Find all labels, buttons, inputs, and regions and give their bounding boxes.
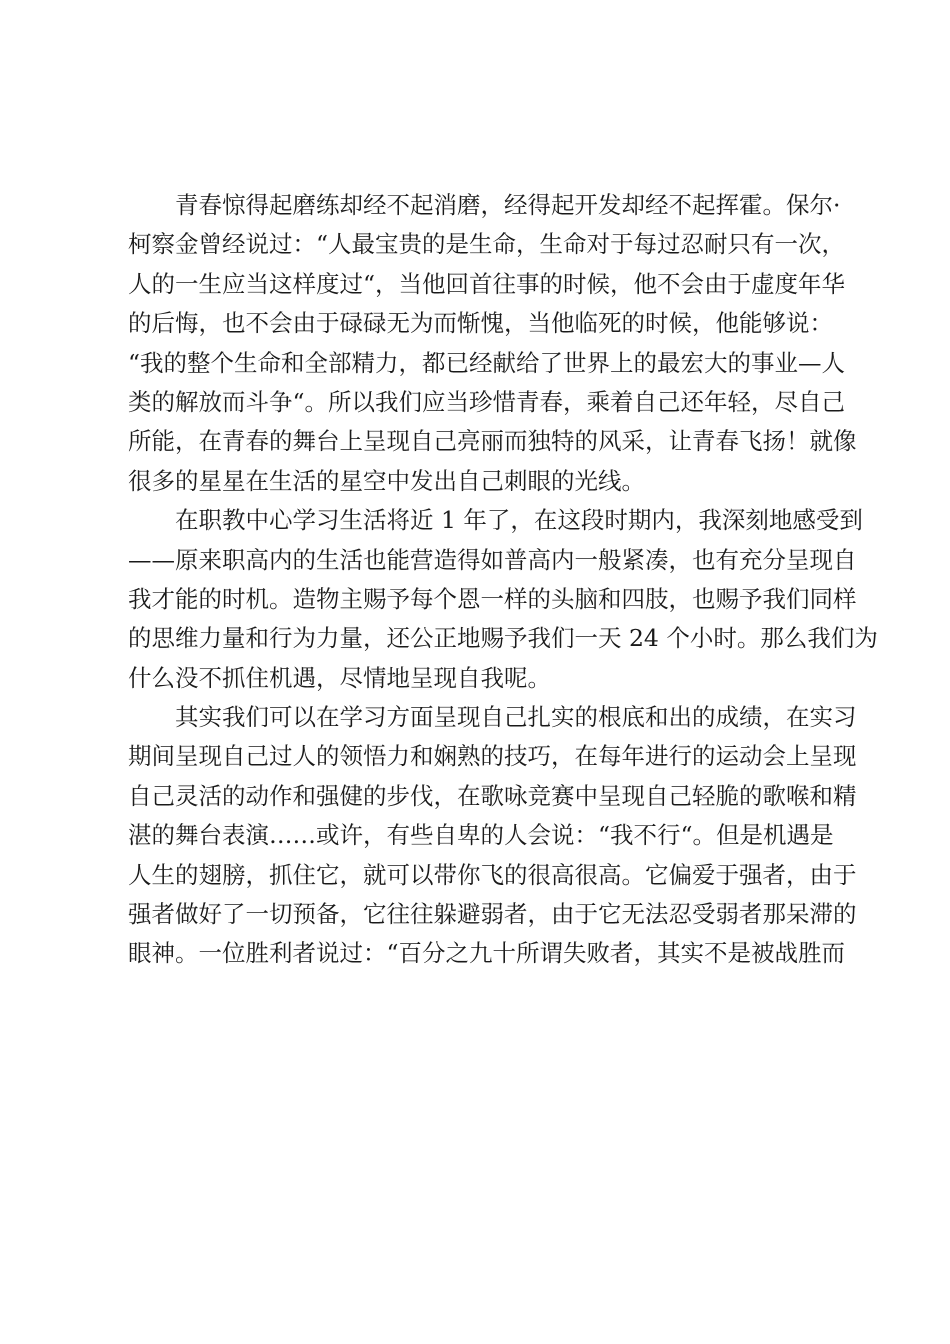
paragraph-1-line-4: 的后悔，也不会由于碌碌无为而惭愧，当他临死的时候，他能够说： [128, 309, 833, 338]
body-text [128, 186, 878, 974]
paragraph-2-line-1: 在职教中心学习生活将近 1 年了，在这段时期内，我深刻地感受到 [175, 506, 863, 535]
paragraph-1-line-8: 很多的星星在生活的星空中发出自己刺眼的光线。 [128, 466, 645, 495]
paragraph-1-line-2: 柯察金曾经说过：“人最宝贵的是生命，生命对于每过忍耐只有一次， [128, 230, 846, 259]
paragraph-3-line-3: 自己灵活的动作和强健的步伐，在歌咏竞赛中呈现自己轻脆的歌喉和精 [128, 781, 857, 810]
paragraph-1-line-6: 类的解放而斗争“。所以我们应当珍惜青春，乘着自己还年轻，尽自己 [128, 387, 846, 416]
paragraph-2-line-4: 的思维力量和行为力量，还公正地赐予我们一天 24 个小时。那么我们为 [128, 624, 878, 653]
paragraph-3-line-1: 其实我们可以在学习方面呈现自己扎实的根底和出的成绩，在实习 [175, 703, 857, 732]
paragraph-3-line-7: 眼神。一位胜利者说过：“百分之九十所谓失败者，其实不是被战胜而 [128, 939, 846, 968]
paragraph-1-line-5: “我的整个生命和全部精力，都已经献给了世界上的最宏大的事业—人 [128, 348, 846, 377]
paragraph-2-line-2: ——原来职高内的生活也能营造得如普高内一般紧凑，也有充分呈现自 [128, 545, 857, 574]
paragraph-3-line-5: 人生的翅膀，抓住它，就可以带你飞的很高很高。它偏爱于强者，由于 [128, 860, 857, 889]
paragraph-1-line-1: 青春惊得起磨练却经不起消磨，经得起开发却经不起挥霍。保尔· [175, 191, 841, 219]
paragraph-3-line-2: 期间呈现自己过人的领悟力和娴熟的技巧，在每年进行的运动会上呈现 [128, 742, 857, 771]
paragraph-3-line-4: 湛的舞台表演……或许，有些自卑的人会说：“我不行“。但是机遇是 [128, 821, 834, 850]
paragraph-3-line-6: 强者做好了一切预备，它往往躲避弱者，由于它无法忍受弱者那呆滞的 [128, 900, 857, 929]
paragraph-1-line-3: 人的一生应当这样度过“，当他回首往事的时候，他不会由于虚度年华 [128, 269, 846, 298]
paragraph-2-line-5: 什么没不抓住机遇，尽情地呈现自我呢。 [128, 663, 551, 692]
paragraph-1-line-7: 所能，在青春的舞台上呈现自己亮丽而独特的风采，让青春飞扬！就像 [128, 427, 857, 456]
paragraph-2-line-3: 我才能的时机。造物主赐予每个恩一样的头脑和四肢，也赐予我们同样 [128, 584, 857, 613]
